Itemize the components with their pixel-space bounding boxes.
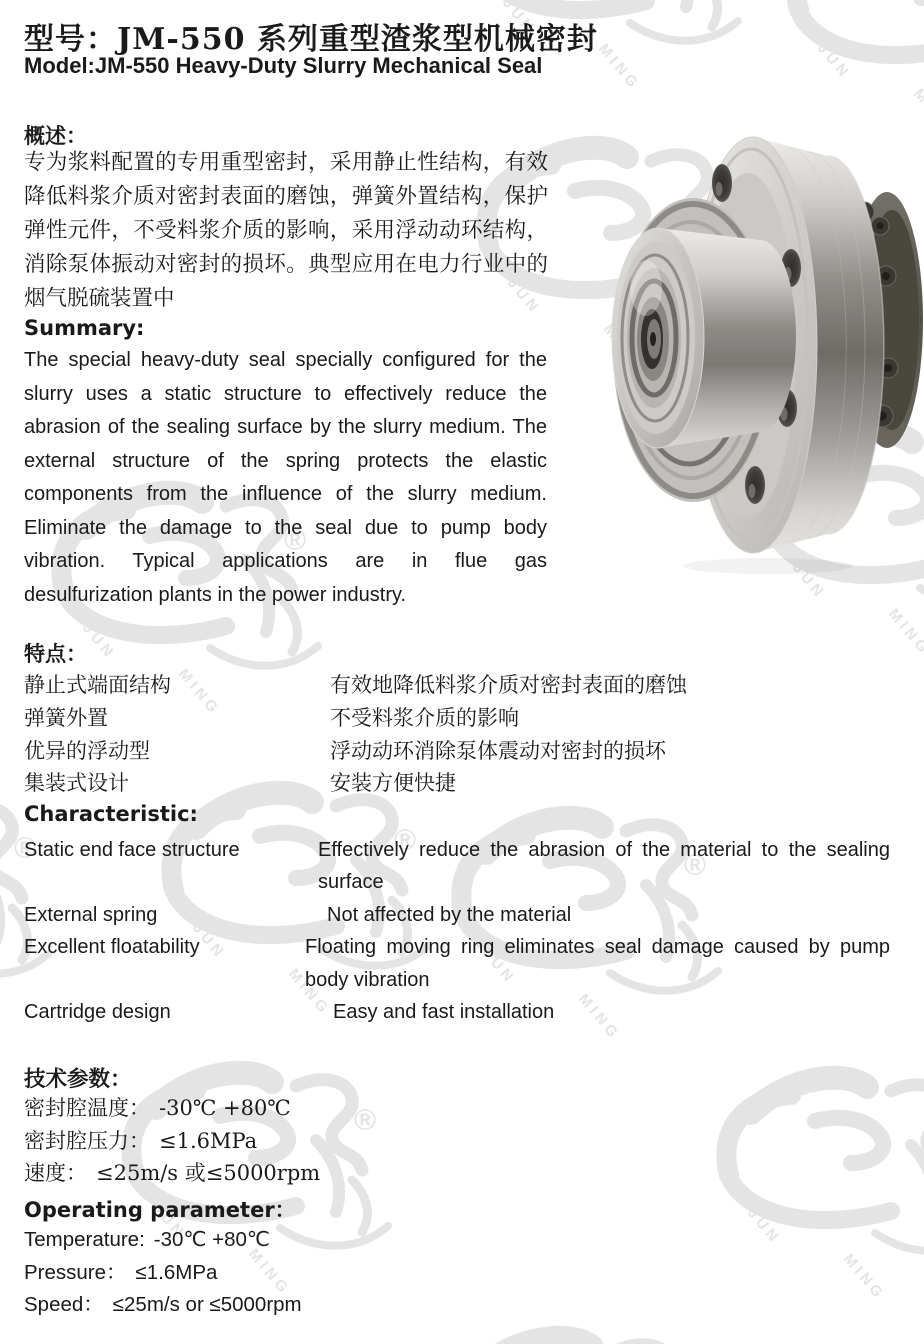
page-title-en: Model:JM-550 Heavy-Duty Slurry Mechanical Seal — [24, 53, 543, 78]
feature-desc: 安装方便快捷 — [330, 771, 456, 796]
features-table-zh — [24, 669, 890, 800]
operating-params-heading: Operating parameter： — [24, 1198, 296, 1222]
feature-row — [24, 767, 890, 800]
feature-row — [24, 669, 890, 702]
feature-desc: 有效地降低料浆介质对密封表面的磨蚀 — [330, 673, 687, 697]
param-value: -30℃ +80℃ — [159, 1096, 291, 1120]
feature-row — [24, 735, 890, 768]
feature-desc: 浮动动环消除泵体震动对密封的损坏 — [330, 738, 666, 763]
characteristic-desc: Effectively reduce the abrasion of the material to the sealing surface — [318, 839, 890, 894]
tech-params-heading-zh: 技术参数： — [24, 1067, 132, 1092]
overview-heading-zh: 概述： — [24, 124, 87, 148]
param-label: 密封腔压力： — [24, 1128, 150, 1153]
summary-heading: Summary: — [24, 316, 145, 340]
param-row — [24, 1125, 320, 1158]
characteristics-heading: Characteristic: — [24, 802, 198, 826]
operating-params-table — [24, 1224, 302, 1322]
param-label: Speed： — [24, 1293, 104, 1317]
summary-body: The special heavy-duty seal specially configured for the slurry uses a static structure to effectively reduce the abrasion of the sealing surface by the slurry medium. The external structure of the spring protects the elastic components from the influence of the slurry medium. Eliminate the damage to the seal due to pump body vibration. Typical applications are in flue gas desulfurization plants in the power industry. — [24, 349, 547, 606]
characteristic-desc: Easy and fast installation — [333, 1001, 555, 1024]
param-label: 密封腔温度： — [24, 1096, 150, 1120]
param-value: ≤1.6MPa — [159, 1128, 258, 1153]
characteristic-row — [24, 931, 890, 996]
feature-row — [24, 702, 890, 735]
param-row — [24, 1157, 320, 1190]
characteristic-name: Excellent floatability — [24, 936, 200, 959]
characteristics-table — [24, 834, 890, 1028]
param-row — [24, 1224, 302, 1257]
characteristic-desc: Not affected by the material — [327, 903, 572, 926]
characteristic-desc: Floating moving ring eliminates seal damage caused by pump body vibration — [305, 936, 890, 991]
param-label: Pressure： — [24, 1260, 127, 1284]
overview-body-zh: 专为浆料配置的专用重型密封，采用静止性结构，有效降低料浆介质对密封表面的磨蚀，弹簧外置结构，保护弹性元件，不受料浆介质的影响，采用浮动动环结构，消除泵体振动对密封的损坏。典型应用在电力行业中的烟气脱硫装置中 — [24, 150, 548, 311]
characteristic-name: Static end face structure — [24, 839, 240, 861]
page-title-zh: 型号：JM-550 系列重型渣浆型机械密封 — [24, 22, 598, 57]
feature-name: 静止式端面结构 — [24, 673, 171, 697]
characteristic-name: External spring — [24, 903, 158, 926]
param-value: ≤1.6MPa — [135, 1260, 218, 1284]
param-value: -30℃ +80℃ — [153, 1228, 270, 1251]
feature-name: 集装式设计 — [24, 771, 129, 796]
characteristic-name: Cartridge design — [24, 1001, 171, 1024]
param-row — [24, 1092, 320, 1125]
param-label: 速度： — [24, 1161, 87, 1186]
characteristic-row — [24, 899, 890, 931]
param-row — [24, 1289, 302, 1322]
param-row — [24, 1257, 302, 1290]
characteristic-row — [24, 834, 890, 899]
param-value: ≤25m/s or ≤5000rpm — [112, 1293, 302, 1317]
param-value: ≤25m/s 或≤5000rpm — [96, 1161, 321, 1186]
features-heading-zh: 特点： — [24, 642, 87, 666]
characteristic-row — [24, 996, 890, 1028]
param-label: Temperature: — [24, 1228, 145, 1251]
feature-desc: 不受料浆介质的影响 — [330, 705, 519, 730]
feature-name: 优异的浮动型 — [24, 738, 150, 763]
feature-name: 弹簧外置 — [24, 705, 108, 730]
tech-params-table-zh — [24, 1092, 320, 1190]
